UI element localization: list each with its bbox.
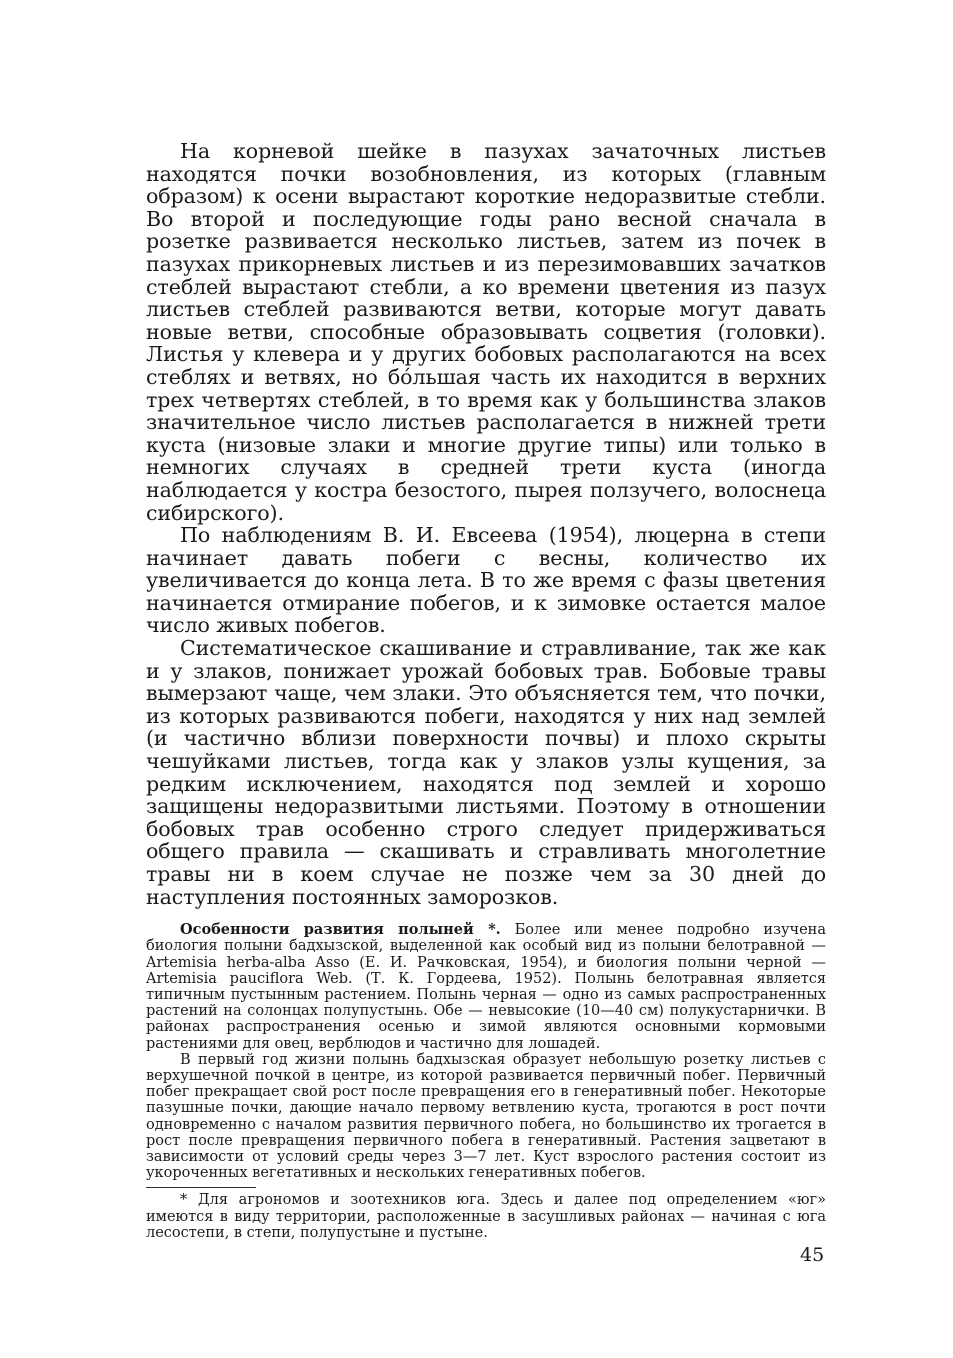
footnote-divider [146,1187,256,1188]
paragraph-2: По наблюдениям В. И. Евсеева (1954), люцерна в степи начинает давать побеги с весны, количество их увеличивается до конца лета. В то же время с фазы цветения начинается отмирание побегов, и к зимовке остается малое число живых побегов. [146,523,826,638]
page-content [146,140,826,1241]
paragraph-3: Систематическое скашивание и стравливание, так же как и у злаков, понижает урожай бобовых трав. Бобовые травы вымерзают чаще, чем злаки. Это объясняется тем, что почки, из которых развиваются побеги, находятся у них над землей (и частично вблизи поверхности почвы) и плохо скрыты чешуйками листьев, тогда как у злаков узлы кущения, за редким исключением, находятся под землей и хорошо защищены недоразвитыми листьями. Поэтому в отношении бобовых трав особенно строго следует придерживаться общего правила — скашивать и стравливать многолетние травы ни в коем случае не позже чем за 30 дней до наступления постоянных заморозков. [146,636,826,909]
paragraph-1: На корневой шейке в пазухах зачаточных листьев находятся почки возобновления, из которых (главным образом) к осени вырастают короткие недоразвитые стебли. Во второй и последующие годы рано весной сначала в розетке развивается несколько листьев, затем из почек в пазухах прикорневых листьев и из перезимовавших зачатков стеблей вырастают стебли, а ко времени цветения из пазух листьев стеблей развиваются ветви, которые могут давать новые ветви, способные образовывать соцветия (головки). Листья у клевера и у других бобовых располагаются на всех стеблях и ветвях, но бо́льшая часть их находится в верхних трех четвертях стеблей, в то время как у большинства злаков значительное число листьев располагается в нижней трети куста (низовые злаки и многие другие типы) или только в немногих случаях в средней трети куста (иногда наблюдается у костра безостого, пырея ползучего, волоснеца сибирского). [146,139,826,525]
small-paragraph-2: В первый год жизни полынь бадхызская образует небольшую розетку листьев с верхушечной почкой в центре, из которой развивается первичный побег. Первичный побег прекращает свой рост после превращения его в генеративный побег. Некоторые пазушные почки, дающие начало первому ветвлению куста, трогаются в рост почти одновременно с началом развития первичного побега, но большинство их трогается в рост после превращения первичного побега в генеративный. Растения зацветают в зависимости от условий среды через 3—7 лет. Куст взрослого растения состоит из укороченных вегетативных и нескольких генеративных побегов. [146,1051,826,1182]
footnote: * Для агрономов и зоотехников юга. Здесь и далее под определением «юг» имеются в виду территории, расположенные в засушливых районах — начиная с юга лесостепи, в степи, полупустыне и пустыне. [146,1192,826,1241]
small-paragraph-1 [146,922,826,1052]
section-heading: Особенности развития полыней *. [180,921,501,939]
small-print-section [146,922,826,1181]
section-text-1: Более или менее подробно изучена биология полыни бадхызской, выделенной как особый вид из полыни белотравной — Artemisia herba-alba Asso (Е. И. Рачковская, 1954), и биология полыни черной — Artemisia pauciflora Web. (Т. К. Гордеева, 1952). Полынь белотравная является типичным пустынным растением. Полынь черная — одно из самых распространенных растений на солонцах полупустынь. Обе — невысокие (10—40 см) полукустарнички. В районах распространения осенью и зимой являются основными кормовыми растениями для овец, верблюдов и частично для лошадей. [146,922,826,1052]
page-number: 45 [800,1244,825,1266]
